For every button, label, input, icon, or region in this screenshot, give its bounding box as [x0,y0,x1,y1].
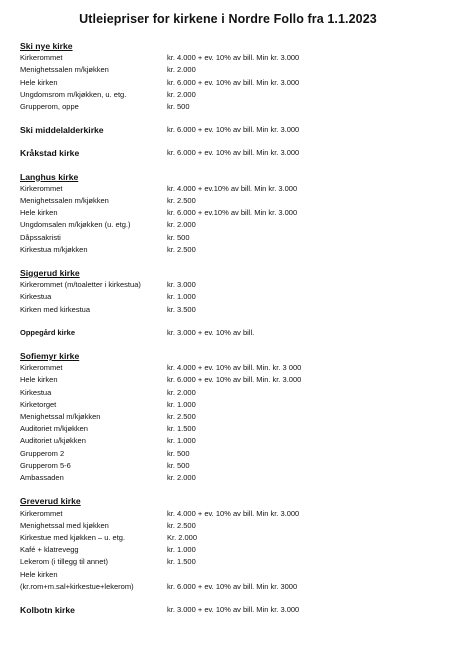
room-label: Hele kirken [20,569,58,579]
room-price: kr. 500 [167,460,190,470]
price-row [20,508,440,520]
price-row [20,219,440,231]
room-price: kr. 2.000 [167,387,196,397]
church-section [20,495,440,593]
room-price: kr. 2.000 [167,473,196,483]
price-row [20,304,440,316]
room-label: Grupperom, oppe [20,102,79,112]
room-label: Kirkerommet (m/toaletter i kirkestua) [20,280,141,290]
room-price: kr. 2.500 [167,520,196,530]
price-row [20,411,440,423]
room-price: kr. 2.500 [167,412,196,422]
room-price: kr. 2.000 [167,65,196,75]
room-label: Kirken med kirkestua [20,304,91,314]
room-label: (kr.rom+m.sal+kirkestue+lekerom) [20,581,134,591]
room-price: kr. 6.000 + ev.10% av bill. Min kr. 3.000 [167,208,298,218]
price-row [20,232,440,244]
price-row [20,77,440,89]
room-price: kr. 1.500 [167,424,196,434]
room-price: kr. 500 [167,232,190,242]
room-label: Grupperom 2 [20,448,65,458]
price-row [20,520,440,532]
church-section [20,327,440,339]
room-label: Hele kirken [20,208,58,218]
room-price: kr. 1.000 [167,292,196,302]
church-section [20,124,440,136]
room-label: Hele kirken [20,77,58,87]
room-price: kr. 4.000 + ev. 10% av bill. Min kr. 3.000 [167,53,300,63]
church-price: kr. 3.000 + ev. 10% av bill. Min kr. 3.000 [167,604,300,614]
price-row [20,64,440,76]
room-label: Kirkerommet [20,53,63,63]
price-row [20,362,440,374]
price-row [20,244,440,256]
price-row [20,448,440,460]
room-price [167,569,440,581]
room-price: kr. 500 [167,448,190,458]
church-heading: Greverud kirke [20,496,81,507]
church-section [20,604,440,616]
room-label: Auditoriet m/kjøkken [20,424,88,434]
room-label: Kafé + klatrevegg [20,545,79,555]
room-price: kr. 6.000 + ev. 10% av bill. Min. kr. 3.000 [167,375,302,385]
room-label: Menighetssal med kjøkken [20,520,109,530]
church-heading: Ski nye kirke [20,41,73,51]
room-price: kr. 1.000 [167,545,196,555]
room-price: kr. 4.000 + ev. 10% av bill. Min kr. 3.000 [167,508,300,518]
room-price: kr. 6.000 + ev. 10% av bill. Min kr. 3000 [167,581,298,591]
price-row [20,101,440,113]
room-price: kr. 2.500 [167,196,196,206]
room-label: Hele kirken [20,375,58,385]
price-row [20,435,440,447]
room-label: Grupperom 5-6 [20,460,71,470]
price-row [20,52,440,64]
room-label: Menighetssalen m/kjøkken [20,65,109,75]
room-label: Kirkestua [20,387,52,397]
price-row [20,556,440,568]
price-row [20,399,440,411]
church-price: kr. 6.000 + ev. 10% av bill. Min kr. 3.000 [167,148,300,158]
price-row [20,207,440,219]
room-label: Lekerom (i tillegg til annet) [20,557,108,567]
price-row [20,460,440,472]
price-row [20,569,440,581]
room-label: Kirketorget [20,399,57,409]
room-label: Kirkestue med kjøkken – u. etg. [20,532,126,542]
room-price: kr. 1.500 [167,557,196,567]
church-heading: Kråkstad kirke [20,148,80,159]
church-section [20,40,440,113]
church-price-row [20,604,440,616]
room-price: kr. 2.500 [167,244,196,254]
church-heading: Sofiemyr kirke [20,351,80,362]
price-row [20,472,440,484]
church-heading: Kolbotn kirke [20,604,75,615]
price-row [20,195,440,207]
price-row [20,387,440,399]
page-title: Utleiepriser for kirkene i Nordre Follo fra 1.1.2023 [79,12,377,26]
church-section [20,267,440,316]
room-price: Kr. 2.000 [167,532,198,542]
church-section [20,350,440,484]
room-price: kr. 2.000 [167,89,196,99]
church-heading: Langhus kirke [20,171,79,182]
church-section [20,171,440,256]
room-label: Ambassaden [20,473,64,483]
church-price-row [20,124,440,136]
price-row [20,423,440,435]
room-price: kr. 3.500 [167,304,196,314]
room-price: kr. 6.000 + ev. 10% av bill. Min kr. 3.000 [167,77,300,87]
price-row [20,279,440,291]
church-price: kr. 6.000 + ev. 10% av bill. Min kr. 3.000 [167,125,300,135]
price-row [20,89,440,101]
church-heading: Oppegård kirke [20,327,76,337]
room-label: Ungdomsalen m/kjøkken (u. etg.) [20,220,131,230]
room-label: Dåpssakristi [20,232,61,242]
church-sections [20,40,440,627]
room-price: kr. 3.000 [167,280,196,290]
room-label: Ungdomsrom m/kjøkken, u. etg. [20,89,127,99]
room-label: Kirkestua m/kjøkken [20,244,88,254]
room-price: kr. 2.000 [167,220,196,230]
room-label: Kirkerommet [20,183,63,193]
room-price: kr. 500 [167,102,190,112]
room-label: Kirkerommet [20,363,63,373]
room-label: Kirkestua [20,292,52,302]
church-price-row [20,327,440,339]
room-label: Kirkerommet [20,508,63,518]
church-heading: Siggerud kirke [20,268,80,279]
room-price: kr. 4.000 + ev. 10% av bill. Min. kr. 3 000 [167,363,302,373]
church-heading: Ski middelalderkirke [20,125,104,136]
price-row [20,532,440,544]
room-label: Menighetssal m/kjøkken [20,412,101,422]
church-price: kr. 3.000 + ev. 10% av bill. [167,327,255,337]
room-label: Menighetssalen m/kjøkken [20,196,109,206]
room-price: kr. 1.000 [167,399,196,409]
price-row [20,581,440,593]
church-section [20,147,440,159]
price-row [20,183,440,195]
room-price: kr. 4.000 + ev.10% av bill. Min kr. 3.000 [167,183,298,193]
price-row [20,291,440,303]
church-price-row [20,147,440,159]
price-row [20,374,440,386]
room-label: Auditoriet u/kjøkken [20,436,86,446]
price-row [20,544,440,556]
room-price: kr. 1.000 [167,436,196,446]
